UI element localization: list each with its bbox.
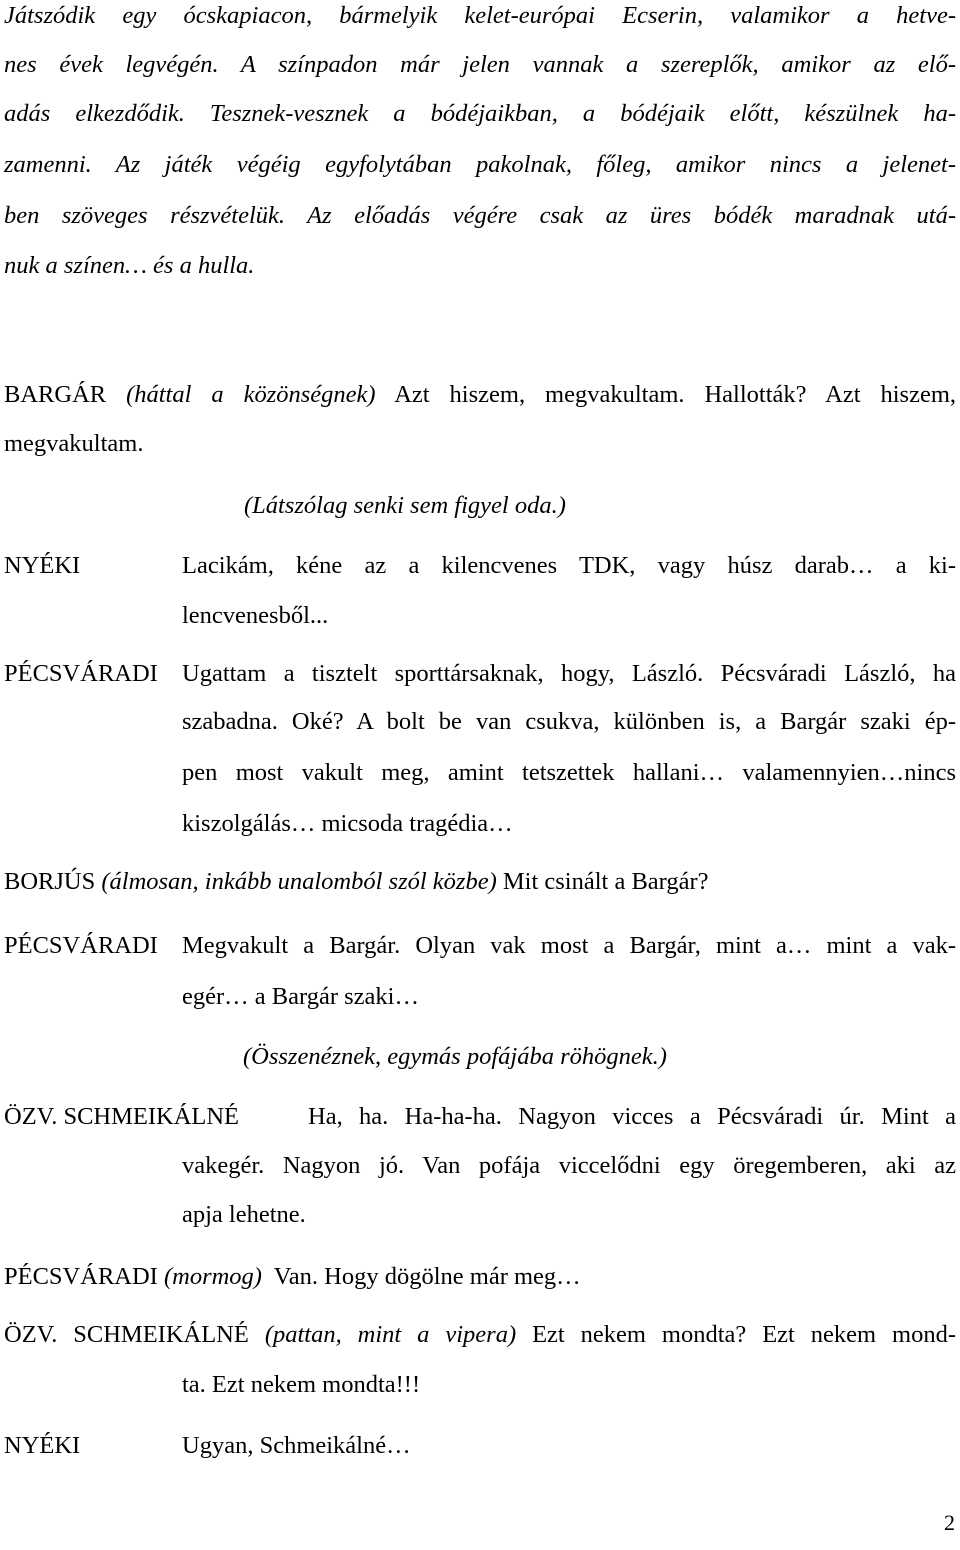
dialogue-text: egér… a Bargár szaki… [182, 983, 419, 1010]
speaker-name: NYÉKI [4, 1432, 81, 1459]
dialogue-line [4, 383, 956, 408]
speaker-name: ÖZV. SCHMEIKÁLNÉ [4, 1103, 240, 1130]
dialogue-text: Azt hiszem, megvakultam. Hallották? Azt hiszem, [394, 381, 956, 408]
dialogue-text: Ha, ha. Ha-ha-ha. Nagyon vicces a Pécsváradi úr. Mint a [308, 1103, 956, 1130]
dialogue-borjus [4, 870, 709, 895]
dialogue-text: kiszolgálás… micsoda tragédia… [182, 810, 513, 837]
speaker-name: PÉCSVÁRADI [4, 660, 158, 687]
page-number: 2 [944, 1510, 955, 1535]
dialogue-text: Ugyan, Schmeikálné… [182, 1432, 411, 1459]
dialogue-pecsvaradi-3 [4, 1265, 581, 1290]
dialogue-text: lencvenesből... [182, 602, 329, 629]
dialogue-text: apja lehetne. [182, 1201, 306, 1228]
dialogue-text: pen most vakult meg, amint tetszettek hallani… valamennyien…nincs [182, 759, 956, 786]
speaker-name: BARGÁR [4, 381, 107, 408]
dialogue-text: szabadna. Oké? A bolt be van csukva, különben is, a Bargár szaki ép- [182, 708, 956, 735]
stage-direction-line: adás elkezdődik. Tesznek-vesznek a bódéjaikban, a bódéjaik előtt, készülnek ha- [4, 100, 956, 127]
stage-direction-line: nes évek legvégén. A színpadon már jelen vannak a szereplők, amikor az elő- [4, 51, 956, 78]
speaker-name: BORJÚS [4, 868, 96, 895]
speaker-name: PÉCSVÁRADI [4, 1263, 158, 1290]
speaker-name: PÉCSVÁRADI [4, 932, 158, 959]
dialogue-text: Mit csinált a Bargár? [502, 868, 709, 895]
stage-direction: (Összenéznek, egymás pofájába röhögnek.) [243, 1043, 667, 1070]
dialogue-text: Ugattam a tisztelt sporttársaknak, hogy, László. Pécsváradi László, ha [182, 660, 956, 687]
dialogue-line [4, 1323, 956, 1348]
dialogue-text: megvakultam. [4, 430, 144, 457]
dialogue-text: Lacikám, kéne az a kilencvenes TDK, vagy húsz darab… a ki- [182, 552, 956, 579]
speaker-name: NYÉKI [4, 552, 81, 579]
stage-direction: (háttal a közönségnek) [126, 381, 376, 408]
stage-direction-line: nuk a színen… és a hulla. [4, 252, 255, 279]
stage-direction: (mormog) [163, 1263, 262, 1290]
stage-direction-line: ben szöveges részvételük. Az előadás végére csak az üres bódék maradnak utá- [4, 202, 956, 229]
stage-direction: (Látszólag senki sem figyel oda.) [244, 492, 566, 519]
dialogue-text: Megvakult a Bargár. Olyan vak most a Bargár, mint a… mint a vak- [182, 932, 956, 959]
dialogue-text: Van. Hogy dögölne már meg… [273, 1263, 581, 1290]
stage-direction-line: zamenni. Az játék végéig egyfolytában pakolnak, főleg, amikor nincs a jelenet- [4, 151, 956, 178]
speaker-name: ÖZV. SCHMEIKÁLNÉ [4, 1321, 249, 1348]
stage-direction-line: Játszódik egy ócskapiacon, bármelyik kelet-európai Ecserin, valamikor a hetve- [4, 2, 956, 29]
dialogue-text: Ezt nekem mondta? Ezt nekem mond- [532, 1321, 957, 1348]
stage-direction: (pattan, mint a vipera) [264, 1321, 517, 1348]
dialogue-text: ta. Ezt nekem mondta!!! [182, 1371, 421, 1398]
dialogue-text: vakegér. Nagyon jó. Van pofája viccelődni egy öregemberen, aki az [182, 1152, 956, 1179]
stage-direction: (álmosan, inkább unalomból szól közbe) [101, 868, 497, 895]
